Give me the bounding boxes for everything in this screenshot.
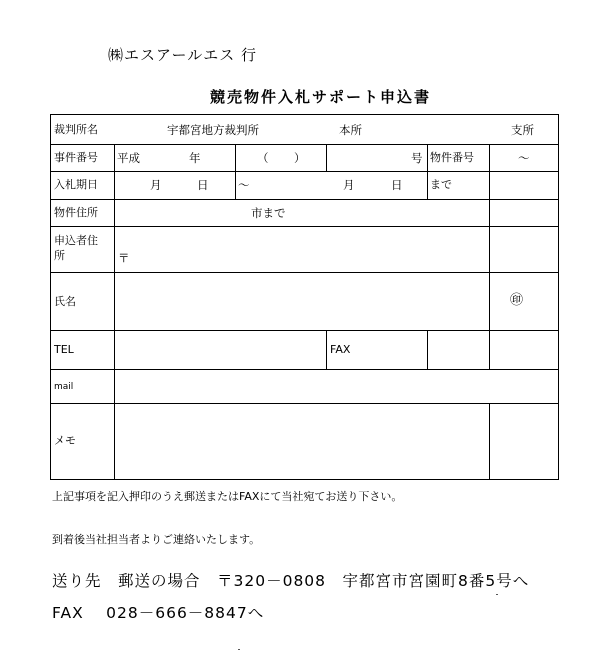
column-divider	[326, 144, 327, 171]
form-title: 競売物件入札サポート申込書	[210, 88, 432, 106]
column-divider	[326, 330, 327, 369]
application-form-table	[50, 114, 559, 480]
row-divider	[51, 330, 558, 331]
fax-number: FAX 028－666－8847へ	[52, 604, 265, 622]
applicant-address-label: 申込者住所	[54, 234, 98, 262]
column-divider	[427, 330, 428, 369]
label-column-divider	[114, 144, 115, 479]
day-unit-2: 日	[391, 178, 403, 192]
paren-open: （	[257, 151, 269, 165]
property-number-value: ～	[518, 151, 530, 165]
until-label: まで	[430, 178, 452, 191]
month-unit: 月	[150, 178, 162, 192]
column-divider	[489, 403, 490, 479]
city-until: 市まで	[251, 206, 286, 220]
paren-close: ）	[294, 151, 306, 165]
column-divider	[489, 144, 490, 199]
row-divider	[51, 144, 558, 145]
seal-mark: ㊞	[510, 293, 524, 308]
month-unit-2: 月	[343, 178, 355, 192]
column-divider	[235, 144, 236, 199]
memo-label: メモ	[54, 434, 76, 447]
instruction-note: 上記事項を記入押印のうえ郵送またはFAXにて当社宛てお送り下さい。	[52, 490, 403, 503]
addressee: ㈱エスアールエス 行	[108, 46, 258, 64]
scan-speck	[238, 649, 240, 650]
scan-speck	[496, 594, 498, 595]
mailing-address: 送り先 郵送の場合 〒320－0808 宇都宮市宮園町8番5号へ	[52, 572, 530, 590]
row-divider	[51, 272, 558, 273]
court-label: 裁判所名	[54, 123, 98, 136]
branch-office: 支所	[511, 123, 534, 137]
tel-label: TEL	[54, 343, 74, 356]
number-unit: 号	[411, 151, 423, 165]
row-divider	[51, 369, 558, 370]
case-number-label: 事件番号	[54, 151, 98, 164]
mail-label: mail	[54, 382, 74, 392]
column-divider	[489, 199, 490, 369]
era: 平成	[117, 151, 140, 165]
day-unit: 日	[197, 178, 209, 192]
tilde: ～	[238, 178, 250, 192]
row-divider	[51, 403, 558, 404]
postal-mark: 〒	[118, 251, 130, 265]
property-number-label: 物件番号	[430, 151, 474, 164]
name-label: 氏名	[54, 295, 76, 308]
fax-label: FAX	[330, 343, 351, 356]
row-divider	[51, 171, 558, 172]
main-office: 本所	[339, 123, 362, 137]
row-divider	[51, 226, 558, 227]
bid-period-label: 入札期日	[54, 178, 98, 191]
year-unit: 年	[189, 151, 201, 165]
court-name: 宇都宮地方裁判所	[167, 123, 259, 137]
column-divider	[427, 144, 428, 199]
contact-note: 到着後当社担当者よりご連絡いたします。	[52, 533, 261, 546]
property-address-label: 物件住所	[54, 206, 98, 219]
row-divider	[51, 199, 558, 200]
